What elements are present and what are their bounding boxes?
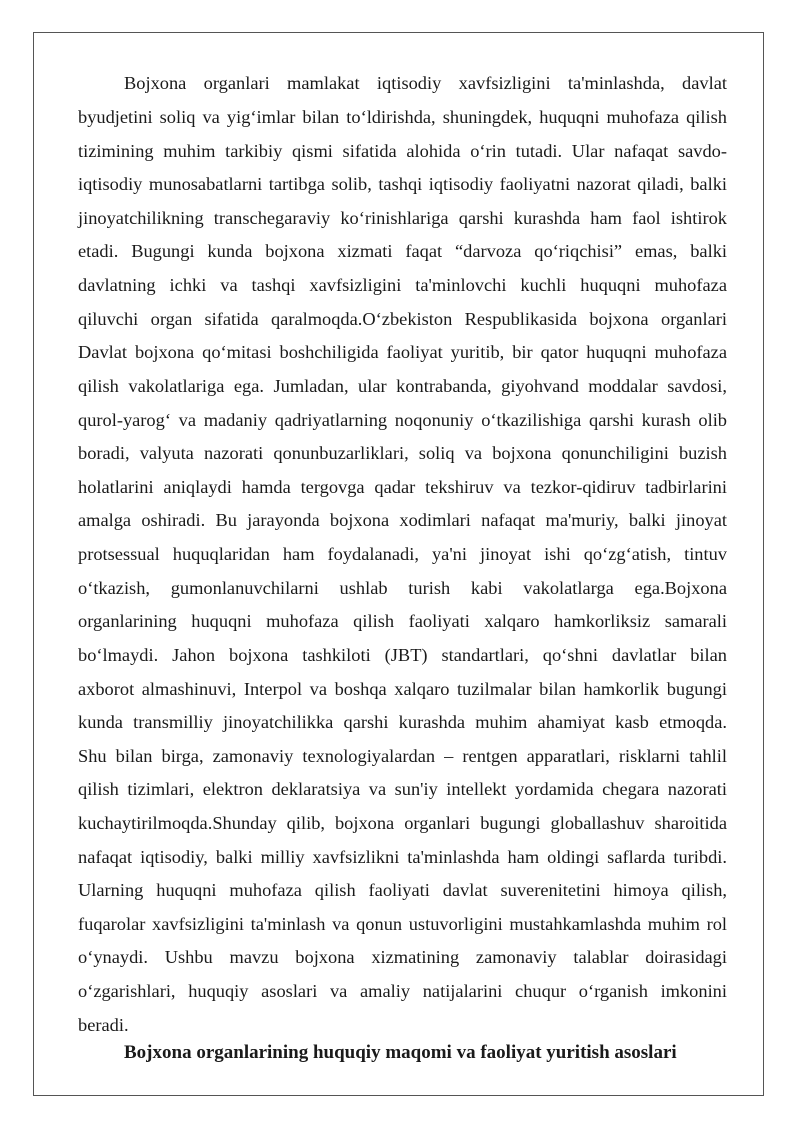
paragraph-line: boradi, valyuta nazorati qonunbuzarliklari, soliq va bojxona qonunchiligini buzish xyxy=(78,443,727,463)
paragraph-line: protsessual huquqlaridan ham foydalanadi, ya'ni jinoyat ishi qo‘zg‘atish, tintuv xyxy=(78,544,727,564)
paragraph-line: tizimining muhim tarkibiy qismi sifatida alohida o‘rin tutadi. Ular nafaqat savdo- xyxy=(78,141,727,161)
paragraph-line: nafaqat iqtisodiy, balki milliy xavfsizlikni ta'minlashda ham oldingi saflarda turibdi. xyxy=(78,847,727,867)
paragraph-line: o‘ynaydi. Ushbu mavzu bojxona xizmatining zamonaviy talablar doirasidagi xyxy=(78,947,727,967)
paragraph-line: kunda transmilliy jinoyatchilikka qarshi kurashda muhim ahamiyat kasb etmoqda. xyxy=(78,712,727,732)
paragraph-line: axborot almashinuvi, Interpol va boshqa xalqaro tuzilmalar bilan hamkorlik bugungi xyxy=(78,679,727,699)
paragraph-line: o‘tkazish, gumonlanuvchilarni ushlab turish kabi vakolatlarga ega.Bojxona xyxy=(78,578,727,598)
paragraph-line: o‘zgarishlari, huquqiy asoslari va amaliy natijalarini chuqur o‘rganish imkonini xyxy=(78,981,727,1001)
paragraph-line: Ularning huquqni muhofaza qilish faoliyati davlat suverenitetini himoya qilish, xyxy=(78,880,727,900)
paragraph-line: qilish vakolatlariga ega. Jumladan, ular kontrabanda, giyohvand moddalar savdosi, xyxy=(78,376,727,396)
paragraph-line: organlarining huquqni muhofaza qilish faoliyati xalqaro hamkorliksiz samarali xyxy=(78,611,727,631)
paragraph-line: holatlarini aniqlaydi hamda tergovga qadar tekshiruv va tezkor-qidiruv tadbirlarini xyxy=(78,477,727,497)
paragraph-line: Davlat bojxona qo‘mitasi boshchiligida faoliyat yuritib, bir qator huquqni muhofaza xyxy=(78,342,727,362)
paragraph-line: fuqarolar xavfsizligini ta'minlash va qonun ustuvorligini mustahkamlashda muhim rol xyxy=(78,914,727,934)
paragraph-line: etadi. Bugungi kunda bojxona xizmati faqat “darvoza qo‘riqchisi” emas, balki xyxy=(78,241,727,261)
paragraph-line: qilish tizimlari, elektron deklaratsiya va sun'iy intellekt yordamida chegara nazorati xyxy=(78,779,727,799)
paragraph-line: amalga oshiradi. Bu jarayonda bojxona xodimlari nafaqat ma'muriy, balki jinoyat xyxy=(78,510,727,530)
paragraph-line: beradi. xyxy=(78,1015,129,1035)
paragraph-line: davlatning ichki va tashqi xavfsizligini ta'minlovchi kuchli huquqni muhofaza xyxy=(78,275,727,295)
paragraph-line: Bojxona organlari mamlakat iqtisodiy xavfsizligini ta'minlashda, davlat xyxy=(124,73,727,93)
paragraph-line: byudjetini soliq va yig‘imlar bilan to‘ldirishda, shuningdek, huquqni muhofaza qilish xyxy=(78,107,727,127)
paragraph-line: bo‘lmaydi. Jahon bojxona tashkiloti (JBT) standartlari, qo‘shni davlatlar bilan xyxy=(78,645,727,665)
paragraph-line: jinoyatchilikning transchegaraviy ko‘rinishlariga qarshi kurashda ham faol ishtirok xyxy=(78,208,727,228)
paragraph-line: iqtisodiy munosabatlarni tartibga solib, tashqi iqtisodiy faoliyatni nazorat qiladi, balki xyxy=(78,174,727,194)
paragraph-line: qurol-yarog‘ va madaniy qadriyatlarning noqonuniy o‘tkazilishiga qarshi kurash olib xyxy=(78,410,727,430)
paragraph-line: qiluvchi organ sifatida qaralmoqda.O‘zbekiston Respublikasida bojxona organlari xyxy=(78,309,727,329)
paragraph-line: Shu bilan birga, zamonaviy texnologiyalardan – rentgen apparatlari, risklarni tahlil xyxy=(78,746,727,766)
paragraph-line: kuchaytirilmoqda.Shunday qilib, bojxona organlari bugungi globallashuv sharoitida xyxy=(78,813,727,833)
section-heading: Bojxona organlarining huquqiy maqomi va faoliyat yuritish asoslari xyxy=(124,1042,677,1063)
